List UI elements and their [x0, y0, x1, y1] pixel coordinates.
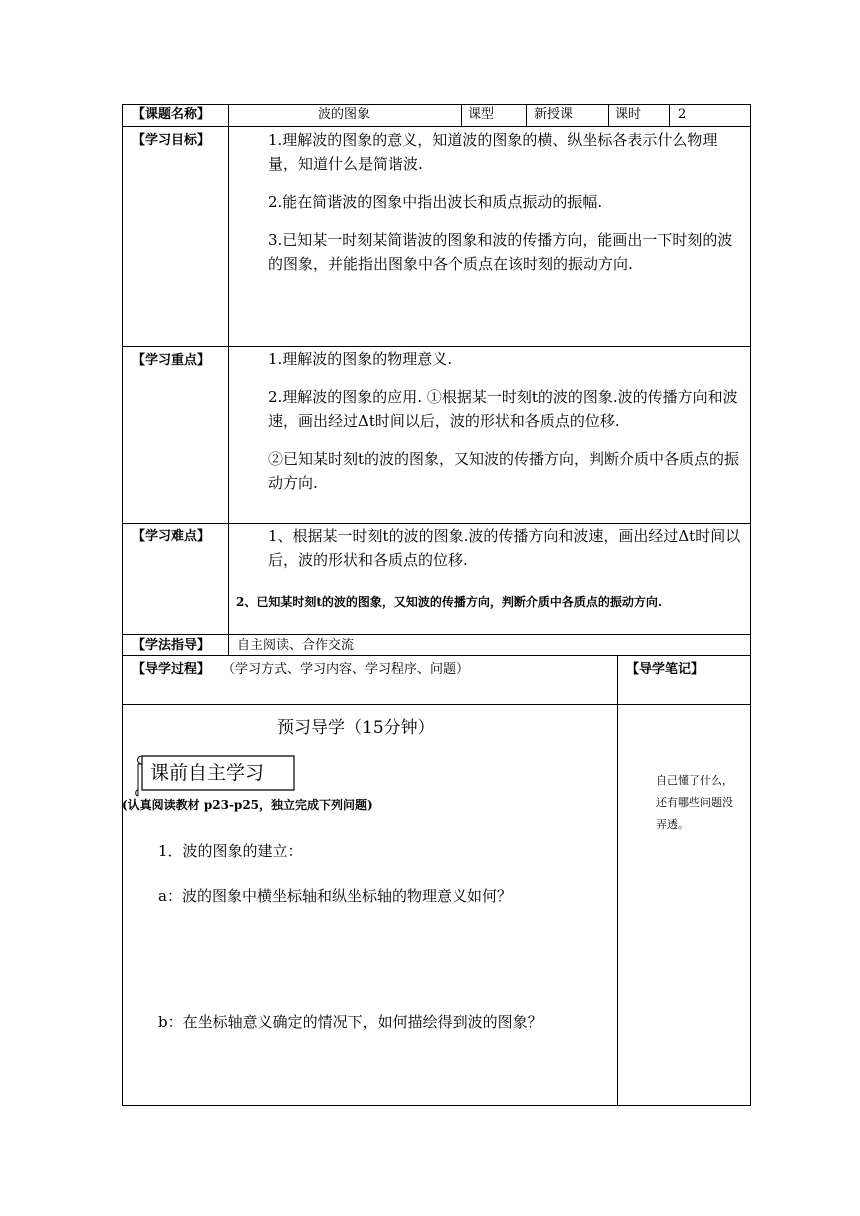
difficulty-item-2: 2、已知某时刻t的波的图象，又知波的传播方向，判断介质中各质点的振动方向.	[236, 595, 663, 609]
method-label: 【学法指导】	[132, 638, 211, 653]
question-a: a：波的图象中横坐标轴和纵坐标轴的物理意义如何？	[158, 887, 512, 905]
type-label: 课型	[468, 107, 495, 122]
table-border-top	[122, 104, 751, 105]
row-divider	[122, 126, 751, 127]
difficulty-item-1: 1、根据某一时刻t的波的图象.波的传播方向和波速，画出经过Δt时间以后，波的形状和各质点的位移.	[268, 527, 741, 569]
process-label: 【导学过程】	[132, 662, 211, 677]
topic-value: 波的图象	[318, 107, 371, 122]
key-point-item: ②已知某时刻t的波的图象，又知波的传播方向，判断介质中各质点的振动方向.	[268, 450, 740, 492]
key-point-item: 2.理解波的图象的应用. ①根据某一时刻t的波的图象.波的传播方向和波速，画出经过Δt时间以后，波的形状和各质点的位移.	[268, 388, 738, 430]
header-divider	[526, 104, 527, 126]
goal-item: 2.能在简谐波的图象中指出波长和质点振动的振幅.	[268, 193, 603, 211]
notes-label: 【导学笔记】	[626, 662, 705, 677]
hours-label: 课时	[615, 107, 642, 122]
method-value: 自主阅读、合作交流	[237, 638, 355, 653]
process-sublabel: （学习方式、学习内容、学习程序、问题）	[222, 662, 470, 677]
row-divider	[122, 655, 751, 656]
header-divider	[669, 104, 670, 126]
lesson-plan-table	[122, 104, 751, 1105]
notes-column-divider	[617, 655, 618, 1105]
topic-label: 【课题名称】	[132, 107, 211, 122]
key-point-item: 1.理解波的图象的物理意义.	[268, 350, 453, 368]
question-1: 1．波的图象的建立：	[158, 842, 303, 860]
key-points-label: 【学习重点】	[132, 353, 211, 368]
label-column-divider	[228, 104, 229, 655]
difficulties-label: 【学习难点】	[132, 529, 211, 544]
goals-label: 【学习目标】	[132, 133, 211, 148]
row-divider	[122, 634, 751, 635]
preview-banner: 课前自主学习	[150, 762, 265, 784]
table-border-bottom	[122, 1105, 751, 1106]
preview-instruction: (认真阅读教材 p23-p25，独立完成下列问题)	[122, 798, 373, 812]
key-points-content	[268, 347, 742, 495]
notes-text: 自己懂了什么，还有哪些问题没弄透。	[656, 774, 733, 831]
header-divider	[608, 104, 609, 126]
table-border-right	[750, 104, 751, 1105]
header-divider	[461, 104, 462, 126]
goal-item: 3.已知某一时刻某简谐波的图象和波的传播方向，能画出一下时刻的波的图象，并能指出图象中各个质点在该时刻的振动方向.	[268, 231, 733, 273]
preview-title: 预习导学（15分钟）	[277, 718, 435, 738]
table-border-left	[122, 104, 123, 1105]
goal-item: 1.理解波的图象的意义，知道波的图象的横、纵坐标各表示什么物理量，知道什么是简谐波.	[268, 131, 718, 173]
goals-content	[268, 128, 742, 276]
type-value: 新授课	[534, 107, 574, 122]
row-divider	[122, 704, 751, 705]
hours-value: 2	[678, 107, 687, 122]
question-b: b：在坐标轴意义确定的情况下，如何描绘得到波的图象？	[158, 1013, 543, 1031]
